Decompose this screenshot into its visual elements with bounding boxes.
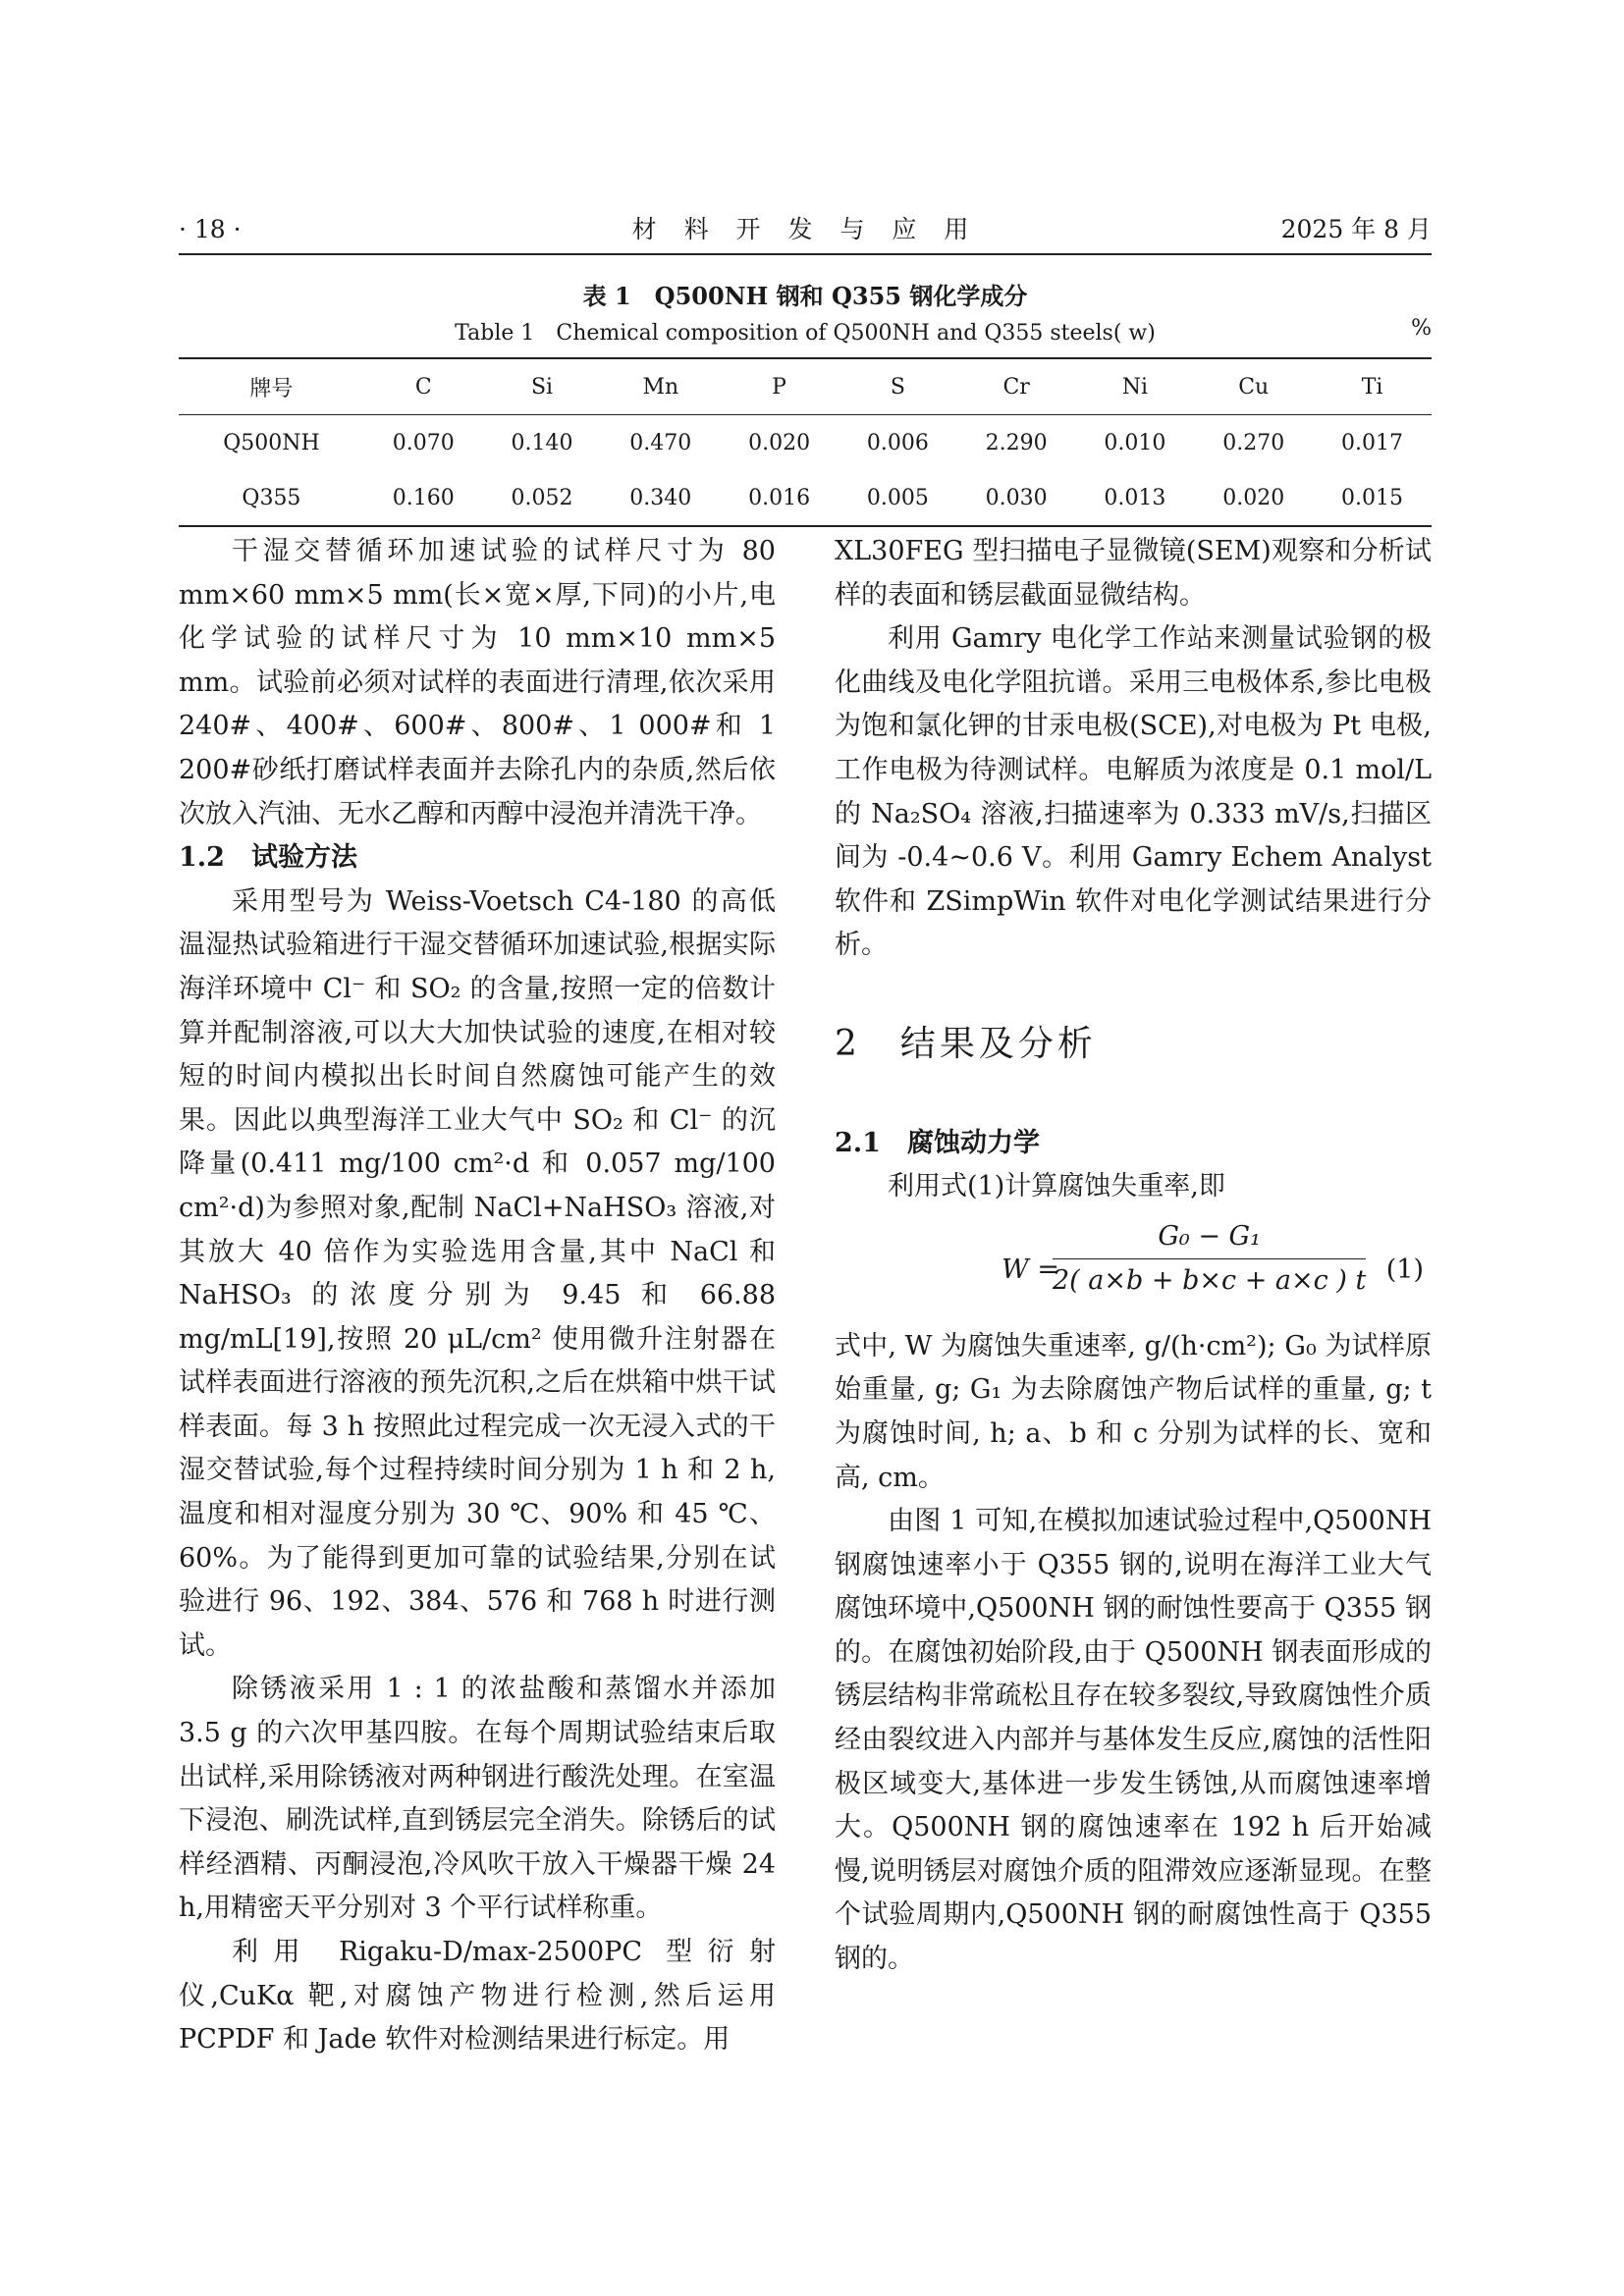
table-unit: % (1411, 316, 1432, 341)
table-cell: 0.017 (1341, 430, 1404, 455)
journal-title: 材 料 开 发 与 应 用 (631, 215, 979, 243)
table-cell: 0.070 (392, 430, 455, 455)
equation-number: (1) (1385, 1254, 1424, 1285)
header-cell: 牌号 (249, 376, 294, 401)
header-cell: S (890, 374, 905, 400)
header-cell: Ti (1361, 374, 1383, 400)
table-header-row (179, 358, 1432, 415)
header-rule (179, 253, 1432, 255)
equation-denominator: 2( a×b + b×c + a×c ) t (1053, 1265, 1367, 1297)
table-cell: 0.010 (1104, 430, 1166, 455)
equation-1 (835, 1209, 1432, 1325)
table-row (179, 470, 1432, 526)
header-cell: Cr (1002, 374, 1030, 400)
table-cell: 0.052 (511, 485, 573, 510)
table-title-en: Table 1 Chemical composition of Q500NH and Q355 steels( w) (455, 321, 1156, 346)
page-number: · 18 · (179, 215, 242, 243)
subsection-heading: 2.1 腐蚀动力学 (835, 1127, 1040, 1158)
table-cell: 0.470 (629, 430, 692, 455)
table-cell: 0.015 (1341, 485, 1404, 510)
header-cell: Cu (1238, 374, 1270, 400)
body-paragraph: 干湿交替循环加速试验的试样尺寸为 80 mm×60 mm×5 mm(长×宽×厚,下同)的小片,电化学试验的试样尺寸为 10 mm×10 mm×5 mm。试验前必须对试样的表面进行清理,依次采用 240#、400#、600#、800#、1 000#和 1 200#砂纸打磨试样表面并去除孔内的杂质,然后依次放入汽油、无水乙醇和丙醇中浸泡并清洗干净。 (179, 536, 776, 829)
table-title-cn: 表 1 Q500NH 钢和 Q355 钢化学成分 (582, 282, 1028, 310)
table-cell: 0.270 (1222, 430, 1285, 455)
equation-fraction (1053, 1215, 1366, 1304)
table-cell: 0.140 (511, 430, 573, 455)
table-cell: Q500NH (223, 430, 320, 455)
table-cell: 0.006 (866, 430, 929, 455)
table-cell: 0.160 (392, 485, 455, 510)
body-paragraph: 采用型号为 Weiss-Voetsch C4-180 的高低温湿热试验箱进行干湿交替循环加速试验,根据实际海洋环境中 Cl⁻ 和 SO₂ 的含量,按照一定的倍数计算并配制溶液,可以大大加快试验的速度,在相对较短的时间内模拟出长时间自然腐蚀可能产生的效果。因此以典型海洋工业大气中 SO₂ 和 Cl⁻ 的沉降量(0.411 mg/100 cm²·d 和 0.057 mg/100 cm²·d)为参照对象,配制 NaCl+NaHSO₃ 溶液,对其放大 40 倍作为实验选用含量,其中 NaCl 和 NaHSO₃ 的浓度分别为 9.45 和 66.88 mg/mL[19],按照 20 μL/cm² 使用微升注射器在试样表面进行溶液的预先沉积,之后在烘箱中烘干试样表面。每 3 h 按照此过程完成一次无浸入式的干湿交替试验,每个过程持续时间分别为 1 h 和 2 h,温度和相对湿度分别为 30 ℃、90% 和 45 ℃、60%。为了能得到更加可靠的试验结果,分别在试验进行 96、192、384、576 和 768 h 时进行测试。 (179, 885, 776, 1661)
table-cell: 0.340 (629, 485, 692, 510)
table-cell: 0.020 (748, 430, 811, 455)
header-cell: Ni (1121, 374, 1149, 400)
subsection-heading: 1.2 试验方法 (179, 842, 357, 874)
table-cell: 0.005 (866, 485, 929, 510)
body-paragraph: 除锈液采用 1 : 1 的浓盐酸和蒸馏水并添加 3.5 g 的六次甲基四胺。在每个周期试验结束后取出试样,采用除锈液对两种钢进行酸洗处理。在室温下浸泡、刷洗试样,直到锈层完全消失。除锈后的试样经酒精、丙酮浸泡,冷风吹干放入干燥器干燥 24 h,用精密天平分别对 3 个平行试样称重。 (179, 1674, 776, 1924)
table-cell: 0.020 (1222, 485, 1285, 510)
body-paragraph: 利用 Gamry 电化学工作站来测量试验钢的极化曲线及电化学阻抗谱。采用三电极体系,参比电极为饱和氯化钾的甘汞电极(SCE),对电极为 Pt 电极,工作电极为待测试样。电解质为浓度是 0.1 mol/L 的 Na₂SO₄ 溶液,扫描速率为 0.333 mV/s,扫描区间为 -0.4~0.6 V。利用 Gamry Echem Analyst 软件和 ZSimpWin 软件对电化学测试结果进行分析。 (835, 623, 1432, 961)
body-paragraph: 利用式(1)计算腐蚀失重率,即 (888, 1171, 1225, 1202)
equation-lhs: W = (1001, 1254, 1059, 1285)
header-cell: Si (530, 374, 554, 400)
header-cell: Mn (642, 374, 679, 400)
right-column (835, 530, 1432, 1982)
table-cell: 0.030 (985, 485, 1048, 510)
header-cell: C (414, 374, 432, 400)
body-paragraph: 利用 Rigaku-D/max-2500PC 型衍射仪,CuKα 靶,对腐蚀产物进行检测,然后运用 PCPDF 和 Jade 软件对检测结果进行标定。用 (179, 1937, 776, 2056)
table-row (179, 415, 1432, 471)
table-cell: 0.016 (748, 485, 811, 510)
chemical-composition-table (179, 357, 1432, 527)
section-heading: 2 结果及分析 (835, 1023, 1097, 1064)
equation-numerator: G₀ − G₁ (1053, 1215, 1366, 1260)
table-cell: 0.013 (1104, 485, 1166, 510)
header-cell: P (772, 374, 786, 400)
table-cell: 2.290 (985, 430, 1048, 455)
running-header (179, 210, 1432, 249)
body-paragraph: XL30FEG 型扫描电子显微镜(SEM)观察和分析试样的表面和锈层截面显微结构。 (835, 536, 1432, 611)
body-paragraph: 式中, W 为腐蚀失重速率, g/(h·cm²); G₀ 为试样原始重量, g; G₁ 为去除腐蚀产物后试样的重量, g; t 为腐蚀时间, h; a、b 和 c 分别为试样的长、宽和高, cm。 (835, 1330, 1432, 1493)
body-paragraph: 由图 1 可知,在模拟加速试验过程中,Q500NH 钢腐蚀速率小于 Q355 钢的,说明在海洋工业大气腐蚀环境中,Q500NH 钢的耐蚀性要高于 Q355 钢的。在腐蚀初始阶段,由于 Q500NH 钢表面形成的锈层结构非常疏松且存在较多裂纹,导致腐蚀性介质经由裂纹进入内部并与基体发生反应,腐蚀的活性阳极区域变大,基体进一步发生锈蚀,从而腐蚀速率增大。Q500NH 钢的腐蚀速率在 192 h 后开始减慢,说明锈层对腐蚀介质的阻滞效应逐渐显现。在整个试验周期内,Q500NH 钢的耐腐蚀性高于 Q355 钢的。 (835, 1506, 1432, 1975)
issue-date: 2025 年 8 月 (1280, 215, 1432, 243)
left-column (179, 530, 776, 2062)
table-cell: Q355 (242, 485, 301, 510)
